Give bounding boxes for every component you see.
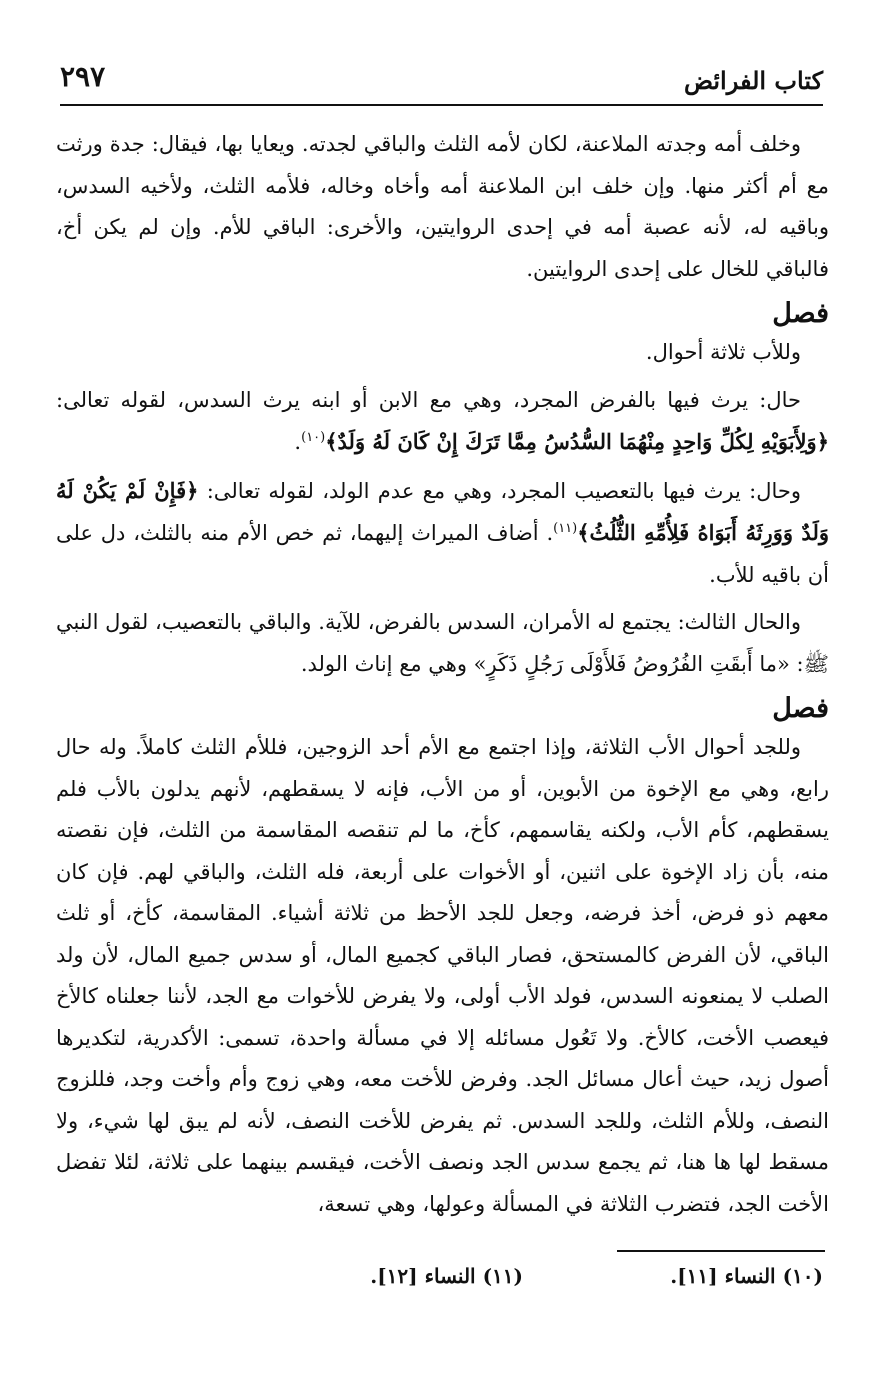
paragraph-text: حال: يرث فيها بالفرض المجرد، وهي مع الابن أو ابنه يرث السدس، لقوله تعالى: bbox=[56, 387, 801, 412]
section-heading: فصل bbox=[772, 298, 829, 329]
footnotes bbox=[56, 1264, 823, 1294]
footnote-ref: (١١) bbox=[553, 521, 578, 536]
book-title: كتاب الفرائض bbox=[683, 66, 823, 95]
footnote: (١٠) النساء [١١]. bbox=[670, 1264, 823, 1288]
running-head bbox=[60, 60, 823, 106]
body-text bbox=[56, 124, 829, 1225]
footnote-divider bbox=[617, 1250, 825, 1252]
paragraph bbox=[56, 380, 829, 464]
footnote: (١١) النساء [١٢]. bbox=[370, 1264, 523, 1288]
footnote-ref: (١٠) bbox=[301, 430, 326, 445]
paragraph: وخلف أمه وجدته الملاعنة، لكان لأمه الثلث والباقي لجدته. ويعايا بها، فيقال: جدة ورثت مع أم أكثر منها. وإن خلف ابن الملاعنة أمه وأخاه وخاله، فلأمه الثلث، ولأخيه السدس، وباقيه له، لأنه عصبة أمه في إحدى الروايتين، والأخرى: الباقي للأم. وإن لم يكن أخ، فالباقي للخال على إحدى الروايتين. bbox=[56, 132, 829, 281]
paragraph-text: . bbox=[294, 430, 302, 454]
quran-verse: ﴿وَلِأَبَوَيْهِ لِكُلِّ وَاحِدٍ مِنْهُمَا السُّدُسُ مِمَّا تَرَكَ إِنْ كَانَ لَهُ وَلَدٌ﴾ bbox=[325, 429, 829, 454]
paragraph: وللأب ثلاثة أحوال. bbox=[645, 340, 801, 364]
section-heading: فصل bbox=[772, 693, 829, 724]
paragraph-text: . أضاف الميراث إليهما، ثم خص الأم منه بالثلث، دل على أن باقيه للأب. bbox=[56, 521, 829, 587]
paragraph: وللجد أحوال الأب الثلاثة، وإذا اجتمع مع الأم أحد الزوجين، فللأم الثلث كاملاً. وله حال رابع، وهي مع الإخوة من الأبوين، أو من الأب، فإنه لا يسقطهم، لأنهم يدلون بالأب فلم يسقطهم، كأم الأب، ولكنه يقاسمهم، كأخ، ما لم تنقصه المقاسمة من الثلث، فإن نقصته منه، بأن زاد الإخوة على اثنين، أو الأخوات على أربعة، فله الثلث، والباقي لهم. فإن كان معهم ذو فرض، أخذ فرضه، وجعل للجد الأحظ من ثلاثة أشياء. المقاسمة، كأخ، أو ثلث الباقي، لأن الفرض كالمستحق، فصار الباقي كجميع المال، أو سدس جميع المال، لأن ولد الصلب لا يمنعونه السدس، فولد الأب أولى، ولا يفرض للأخوات مع الجد، لأننا جعلناه كالأخ فيعصب الأخت، كالأخ. ولا تَعُول مسائله إلا في مسألة واحدة، تسمى: الأكدرية، لتكديرها أصول زيد، حيث أعال مسائل الجد. وفرض للأخت معه، وهي زوج وأم وأخت وجد، فللزوج النصف، وللأم الثلث، وللجد السدس. ثم يفرض للأخت النصف، لأنه لم يبق لها شيء، ولا مسقط لها ها هنا، ثم يجمع سدس الجد ونصف الأخت، فيقسم بينهما على ثلاثة، لئلا تفضل الأخت الجد، فتضرب الثلاثة في المسألة وعولها، وهي تسعة، bbox=[56, 735, 830, 1216]
paragraph: والحال الثالث: يجتمع له الأمران، السدس بالفرض، للآية. والباقي بالتعصيب، لقول النبي ﷺ: «ما أَبقَتِ الفُرُوضُ فَلأَوْلَى رَجُلٍ ذَكَرٍ» وهي مع إناث الولد. bbox=[56, 610, 829, 676]
paragraph-text: وحال: يرث فيها بالتعصيب المجرد، وهي مع عدم الولد، لقوله تعالى: bbox=[198, 478, 802, 503]
paragraph bbox=[56, 470, 829, 597]
quran-verse: ﴿فَإِنْ لَمْ يَكُنْ لَهُ وَلَدٌ وَوَرِثَهُ أَبَوَاهُ فَلِأُمِّهِ الثُّلُثُ﴾ bbox=[56, 477, 829, 545]
page-number: ٢٩٧ bbox=[60, 60, 106, 93]
